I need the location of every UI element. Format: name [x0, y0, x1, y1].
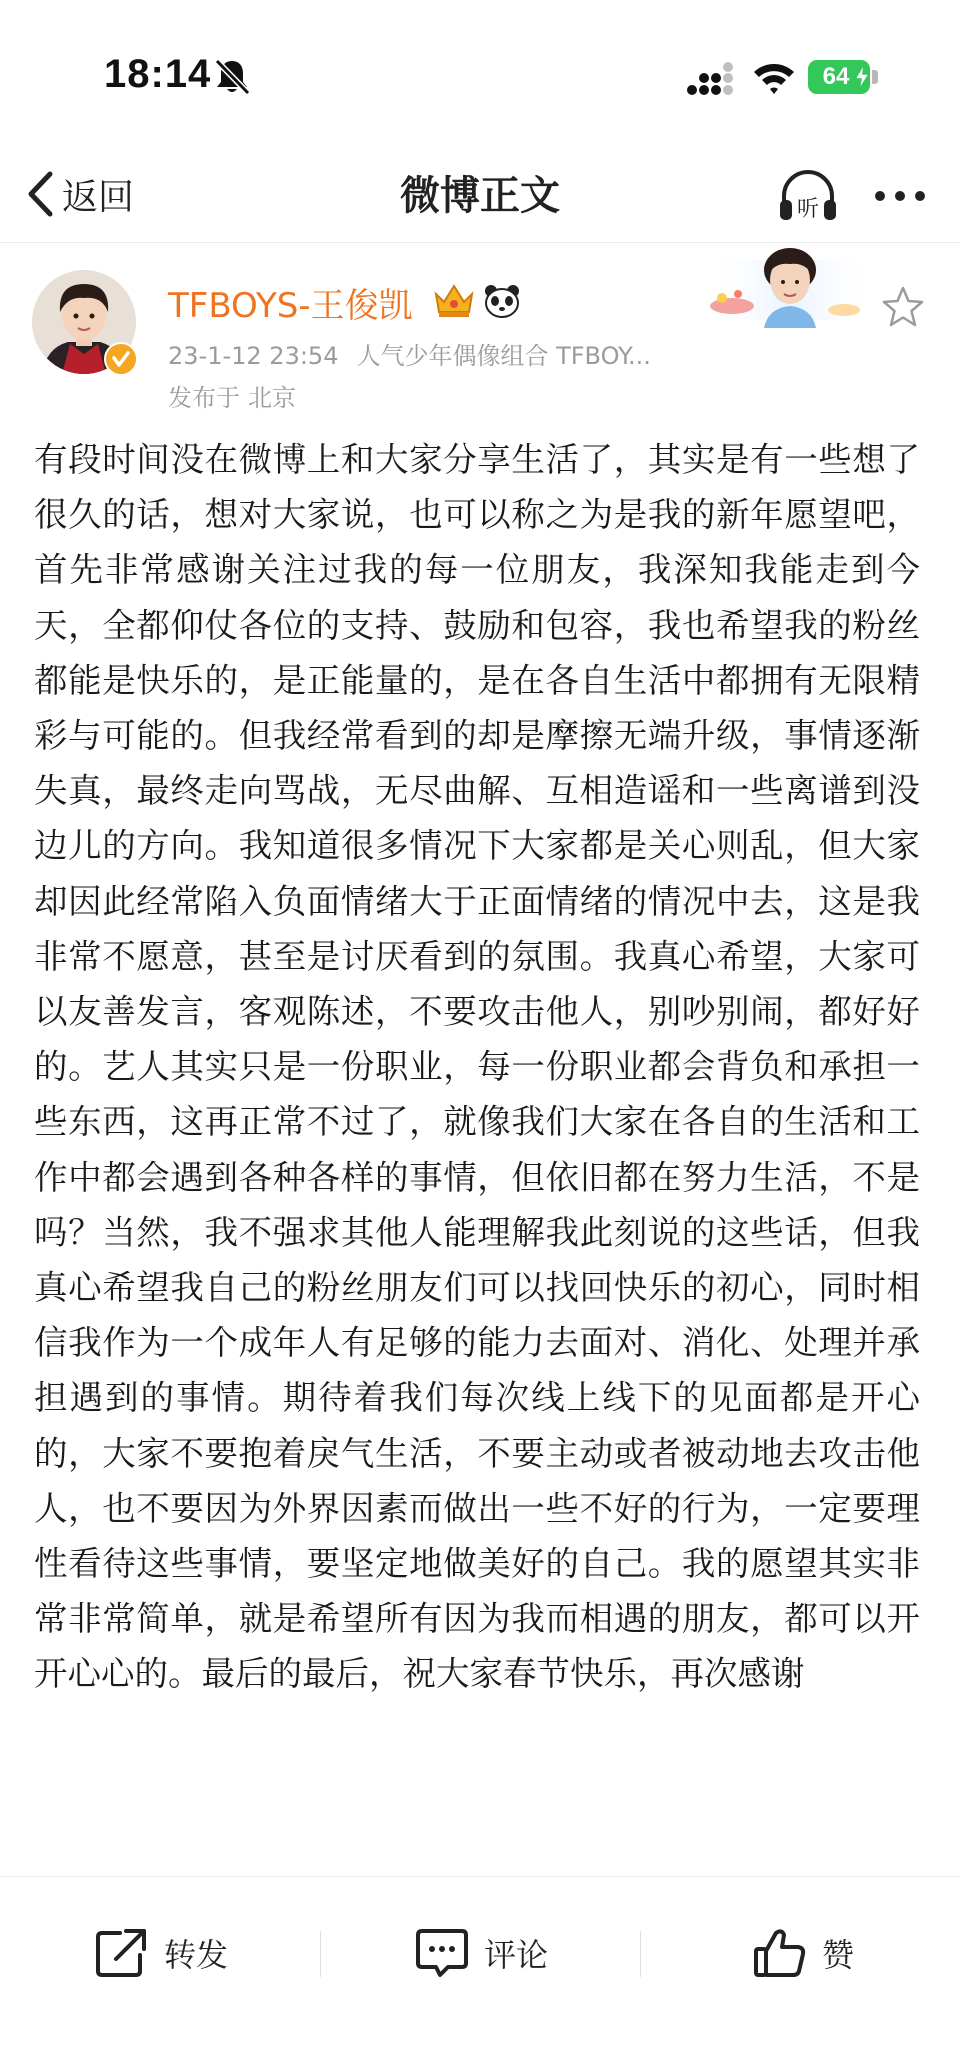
headphones-icon[interactable] — [776, 164, 840, 228]
avatar[interactable] — [32, 270, 136, 374]
battery-level: 64 — [822, 63, 850, 90]
repost-button[interactable] — [94, 1925, 228, 1981]
action-divider — [320, 1931, 321, 1977]
post-source[interactable]: 人气少年偶像组合 TFBOY... — [356, 342, 651, 370]
location-value: 北京 — [248, 384, 296, 412]
star-favorite-icon[interactable] — [880, 284, 926, 330]
like-label: 赞 — [822, 1936, 855, 1974]
action-bar — [0, 1876, 960, 2049]
verified-badge-icon — [104, 342, 138, 376]
share-arrow-icon — [94, 1927, 150, 1979]
thumbs-up-icon — [752, 1927, 808, 1979]
comment-button[interactable] — [414, 1925, 548, 1981]
action-divider — [640, 1931, 641, 1977]
battery-cap — [872, 70, 878, 84]
chevron-left-icon — [26, 170, 54, 218]
bell-slash-icon — [214, 58, 250, 96]
listen-label: 听 — [796, 197, 820, 222]
nav-bar — [0, 150, 960, 243]
back-label: 返回 — [62, 176, 135, 218]
user-name[interactable]: TFBOYS-王俊凯 — [168, 286, 413, 326]
card-decoration-image — [706, 240, 874, 328]
location-prefix: 发布于 — [168, 384, 240, 412]
status-time: 18:14 — [104, 52, 212, 96]
status-bar — [0, 0, 960, 150]
back-button[interactable] — [26, 162, 156, 226]
repost-label: 转发 — [164, 1936, 229, 1974]
comment-label: 评论 — [484, 1936, 549, 1974]
more-dots-icon[interactable] — [868, 164, 932, 228]
like-button[interactable] — [752, 1925, 854, 1981]
post-meta — [168, 336, 728, 371]
wifi-icon — [752, 60, 796, 96]
page-title: 微博正文 — [400, 173, 560, 219]
cellular-signal-icon — [686, 62, 734, 96]
post-timestamp: 23-1-12 23:54 — [168, 342, 339, 370]
crown-badge-icon[interactable] — [432, 280, 476, 320]
comment-bubble-icon — [414, 1927, 470, 1979]
panda-badge-icon[interactable] — [482, 282, 522, 320]
post-location — [168, 378, 296, 413]
charging-bolt-icon — [854, 64, 870, 90]
post-body-text: 有段时间没在微博上和大家分享生活了，其实是有一些想了很久的话，想对大家说，也可以称之为是我的新年愿望吧，首先非常感谢关注过我的每一位朋友，我深知我能走到今天，全都仰仗各位的支持、鼓励和包容，我也希望我的粉丝都能是快乐的，是正能量的，是在各自生活中都拥有无限精彩与可能的。但我经常看到的却是摩擦无端升级，事情逐渐失真，最终走向骂战，无尽曲解、互相造谣和一些离谱到没边儿的方向。我知道很多情况下大家都是关心则乱，但大家却因此经常陷入负面情绪大于正面情绪的情况中去，这是我非常不愿意，甚至是讨厌看到的氛围。我真心希望，大家可以友善发言，客观陈述，不要攻击他人，别吵别闹，都好好的。艺人其实只是一份职业，每一份职业都会背负和承担一些东西，这再正常不过了，就像我们大家在各自的生活和工作中都会遇到各种各样的事情，但依旧都在努力生活，不是吗？当然，我不强求其他人能理解我此刻说的这些话，但我真心希望我自己的粉丝朋友们可以找回快乐的初心，同时相信我作为一个成年人有足够的能力去面对、消化、处理并承担遇到的事情。期待着我们每次线上线下的见面都是开心的，大家不要抱着戾气生活，不要主动或者被动地去攻击他人，也不要因为外界因素而做出一些不好的行为，一定要理性看待这些事情，要坚定地做美好的自己。我的愿望其实非常非常简单，就是希望所有因为我而相遇的朋友，都可以开开心心的。最后的最后，祝大家春节快乐，再次感谢 — [34, 440, 920, 1694]
